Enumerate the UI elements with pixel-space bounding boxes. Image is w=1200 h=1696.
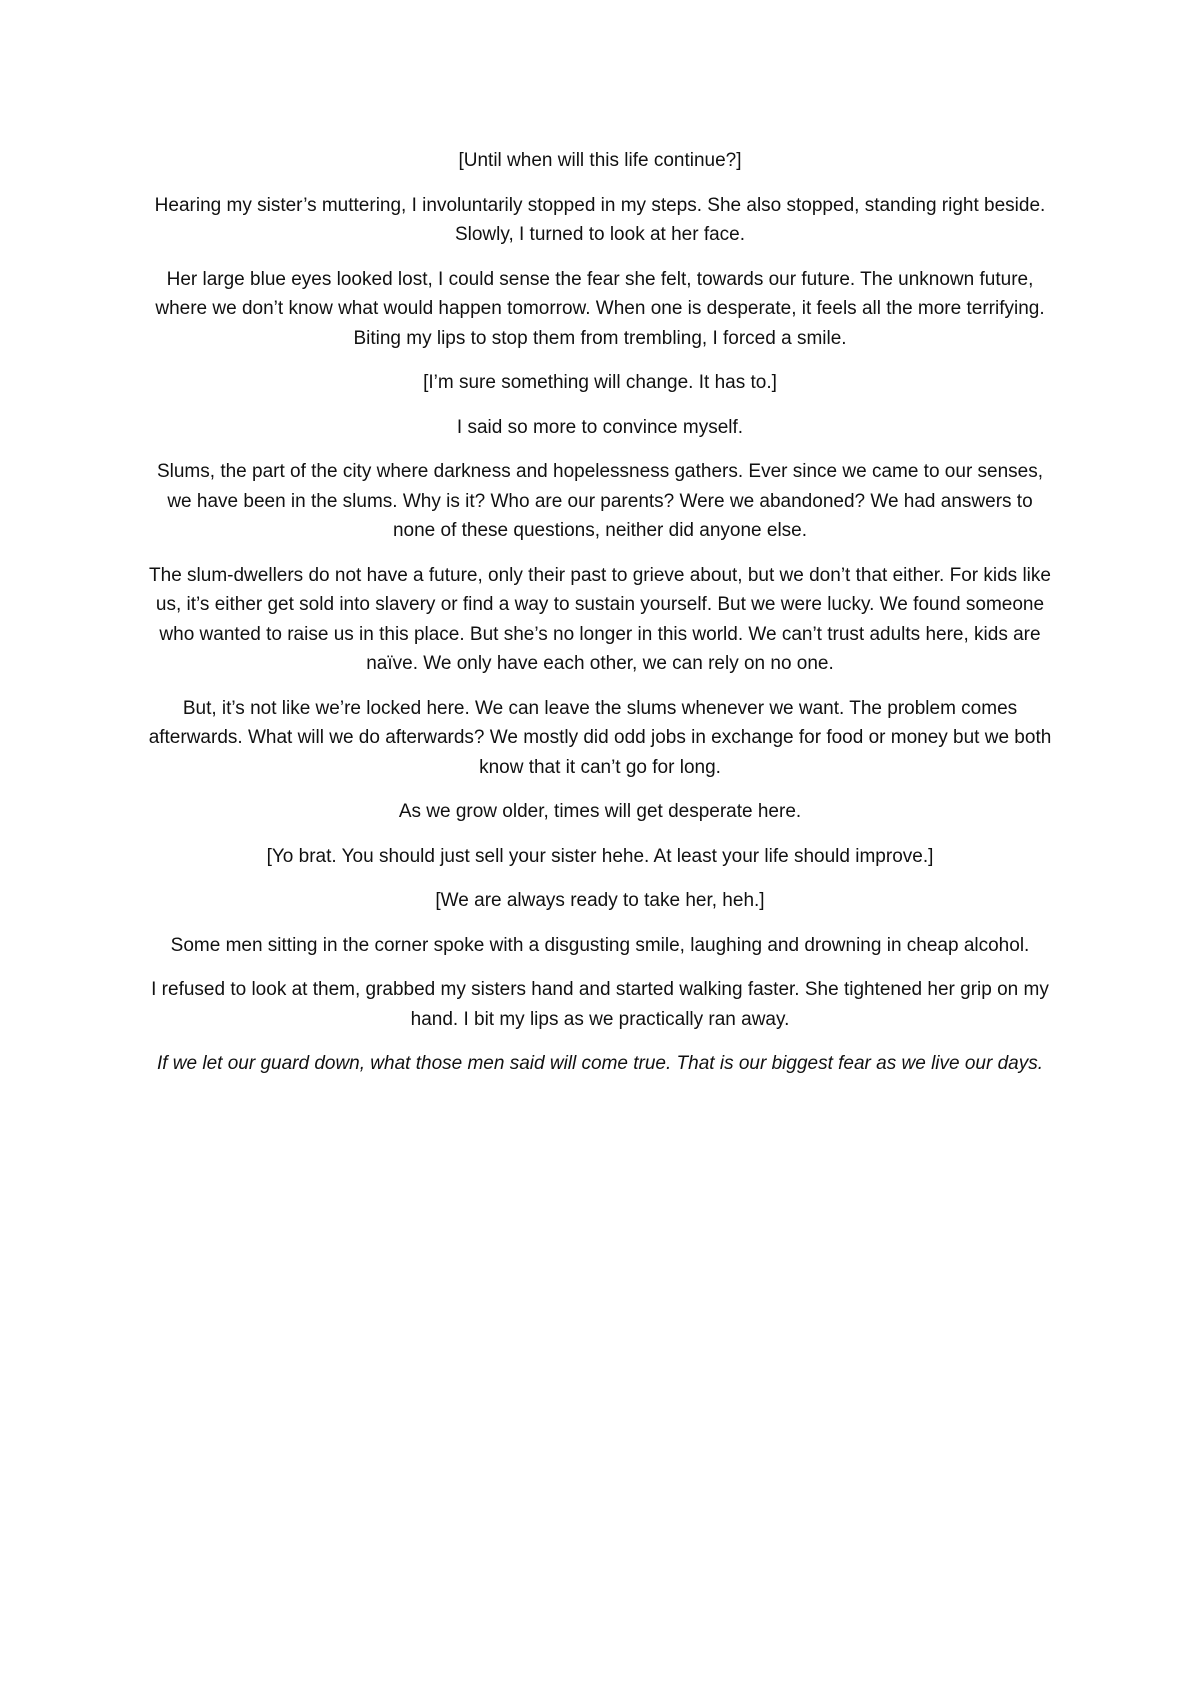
paragraph-11: [We are always ready to take her, heh.]: [435, 890, 765, 911]
paragraph-1: [Until when will this life continue?]: [458, 150, 742, 171]
paragraph-12: Some men sitting in the corner spoke with a disgusting smile, laughing and drowning in cheap alcohol.: [170, 934, 1030, 956]
paragraph-8: But, it’s not like we’re locked here. We can leave the slums whenever we want. The problem comes afterwards. What will we do afterwards? We mostly did odd jobs in exchange for food or money but we both know that it can’t go for long.: [148, 697, 1052, 778]
paragraph-9: As we grow older, times will get desperate here.: [398, 801, 802, 822]
paragraph-4: [I’m sure something will change. It has to.]: [423, 372, 777, 393]
paragraph-2: Hearing my sister’s muttering, I involuntarily stopped in my steps. She also stopped, standing right beside. Slowly, I turned to look at her face.: [154, 194, 1046, 245]
paragraph-3: Her large blue eyes looked lost, I could sense the fear she felt, towards our future. The unknown future, where we don’t know what would happen tomorrow. When one is desperate, it feels all the more terrifying. Biting my lips to stop them from trembling, I forced a smile.: [155, 268, 1045, 349]
paragraph-5: I said so more to convince myself.: [456, 416, 744, 438]
paragraph-7: The slum-dwellers do not have a future, only their past to grieve about, but we don’t that either. For kids like us, it’s either get sold into slavery or find a way to sustain yourself. But we were lucky. We found someone who wanted to raise us in this place. But she’s no longer in this world. We can’t trust adults here, kids are naïve. We only have each other, we can rely on no one.: [149, 564, 1051, 674]
paragraph-6: Slums, the part of the city where darkness and hopelessness gathers. Ever since we came to our senses, we have been in the slums. Why is it? Who are our parents? Were we abandoned? We had answers to none of these questions, neither did anyone else.: [156, 461, 1044, 541]
paragraph-14-italic: If we let our guard down, what those men said will come true. That is our biggest fear as we live our days.: [156, 1053, 1044, 1074]
paragraph-13: I refused to look at them, grabbed my sisters hand and started walking faster. She tightened her grip on my hand. I bit my lips as we practically ran away.: [151, 979, 1049, 1030]
paragraph-10: [Yo brat. You should just sell your sister hehe. At least your life should improve.]: [266, 845, 934, 867]
document-body: [145, 146, 1055, 1094]
